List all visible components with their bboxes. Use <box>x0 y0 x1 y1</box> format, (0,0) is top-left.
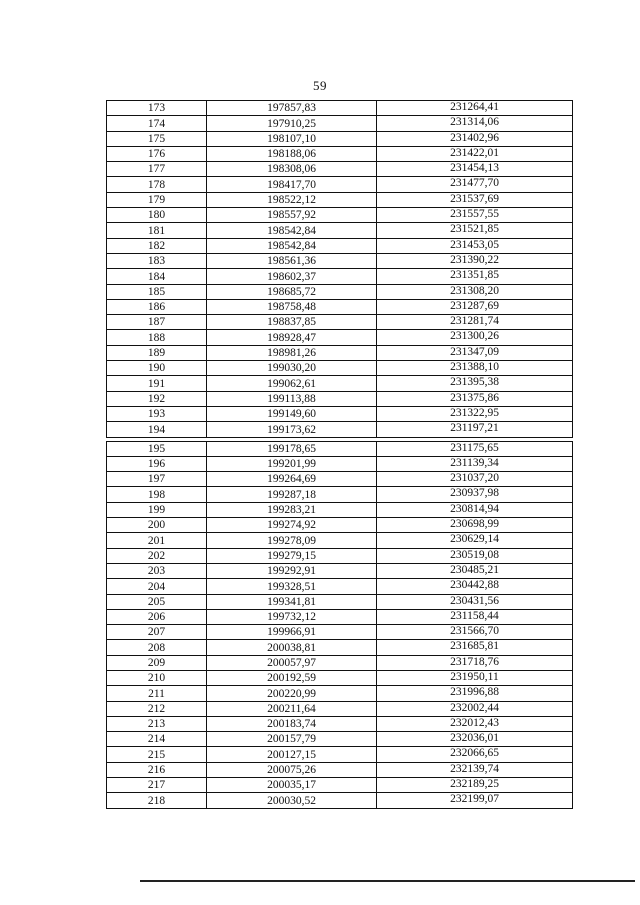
table-row <box>107 563 573 578</box>
y-coordinate-cell: 230937,98 <box>377 487 573 502</box>
y-coordinate-cell: 232139,74 <box>377 762 573 777</box>
x-coordinate-cell: 198837,85 <box>207 315 377 330</box>
y-coordinate-cell: 231402,96 <box>377 131 573 146</box>
table-row <box>107 406 573 421</box>
bottom-rule <box>140 880 635 882</box>
x-coordinate-cell: 199178,65 <box>207 441 377 456</box>
point-number-cell: 198 <box>107 487 207 502</box>
table-row <box>107 518 573 533</box>
x-coordinate-cell: 199287,18 <box>207 487 377 502</box>
y-coordinate-cell: 232012,43 <box>377 716 573 731</box>
y-coordinate-cell: 231422,01 <box>377 146 573 161</box>
point-number-cell: 181 <box>107 223 207 238</box>
y-coordinate-cell: 231718,76 <box>377 655 573 670</box>
y-coordinate-cell: 231388,10 <box>377 361 573 376</box>
table-row <box>107 472 573 487</box>
y-coordinate-cell: 231557,55 <box>377 208 573 223</box>
y-coordinate-cell: 230431,56 <box>377 594 573 609</box>
table-row <box>107 456 573 471</box>
table-row <box>107 131 573 146</box>
point-number-cell: 174 <box>107 116 207 131</box>
table-row <box>107 655 573 670</box>
y-coordinate-cell: 230442,88 <box>377 579 573 594</box>
point-number-cell: 208 <box>107 640 207 655</box>
coordinates-table-body <box>107 101 573 809</box>
y-coordinate-cell: 232036,01 <box>377 732 573 747</box>
x-coordinate-cell: 198758,48 <box>207 299 377 314</box>
y-coordinate-cell: 231375,86 <box>377 391 573 406</box>
table-row <box>107 162 573 177</box>
point-number-cell: 206 <box>107 609 207 624</box>
point-number-cell: 187 <box>107 315 207 330</box>
point-number-cell: 213 <box>107 716 207 731</box>
table-row <box>107 640 573 655</box>
y-coordinate-cell: 230629,14 <box>377 533 573 548</box>
table-row <box>107 330 573 345</box>
table-row <box>107 238 573 253</box>
y-coordinate-cell: 231454,13 <box>377 162 573 177</box>
y-coordinate-cell: 232066,65 <box>377 747 573 762</box>
table-row <box>107 223 573 238</box>
x-coordinate-cell: 199113,88 <box>207 391 377 406</box>
y-coordinate-cell: 231537,69 <box>377 192 573 207</box>
x-coordinate-cell: 197857,83 <box>207 101 377 116</box>
y-coordinate-cell: 231477,70 <box>377 177 573 192</box>
point-number-cell: 184 <box>107 269 207 284</box>
table-row <box>107 284 573 299</box>
table-row <box>107 487 573 502</box>
point-number-cell: 185 <box>107 284 207 299</box>
x-coordinate-cell: 200220,99 <box>207 686 377 701</box>
table-row <box>107 376 573 391</box>
point-number-cell: 197 <box>107 472 207 487</box>
table-row <box>107 548 573 563</box>
table-row <box>107 177 573 192</box>
y-coordinate-cell: 231175,65 <box>377 441 573 456</box>
table-row <box>107 778 573 793</box>
table-row <box>107 391 573 406</box>
x-coordinate-cell: 198542,84 <box>207 238 377 253</box>
point-number-cell: 190 <box>107 361 207 376</box>
x-coordinate-cell: 199173,62 <box>207 422 377 437</box>
x-coordinate-cell: 200030,52 <box>207 793 377 808</box>
x-coordinate-cell: 198557,92 <box>207 208 377 223</box>
page-number: 59 <box>313 78 327 93</box>
y-coordinate-cell: 231390,22 <box>377 253 573 268</box>
table-row <box>107 253 573 268</box>
y-coordinate-cell: 231996,88 <box>377 686 573 701</box>
point-number-cell: 211 <box>107 686 207 701</box>
point-number-cell: 178 <box>107 177 207 192</box>
x-coordinate-cell: 198308,06 <box>207 162 377 177</box>
y-coordinate-cell: 230485,21 <box>377 563 573 578</box>
y-coordinate-cell: 232002,44 <box>377 701 573 716</box>
point-number-cell: 207 <box>107 625 207 640</box>
table-row <box>107 345 573 360</box>
point-number-cell: 180 <box>107 208 207 223</box>
point-number-cell: 182 <box>107 238 207 253</box>
point-number-cell: 194 <box>107 422 207 437</box>
table-row <box>107 747 573 762</box>
x-coordinate-cell: 200127,15 <box>207 747 377 762</box>
table-row <box>107 625 573 640</box>
point-number-cell: 188 <box>107 330 207 345</box>
y-coordinate-cell: 230519,08 <box>377 548 573 563</box>
x-coordinate-cell: 199149,60 <box>207 406 377 421</box>
point-number-cell: 191 <box>107 376 207 391</box>
table-row <box>107 116 573 131</box>
y-coordinate-cell: 230698,99 <box>377 518 573 533</box>
x-coordinate-cell: 200183,74 <box>207 716 377 731</box>
y-coordinate-cell: 231395,38 <box>377 376 573 391</box>
x-coordinate-cell: 199341,81 <box>207 594 377 609</box>
y-coordinate-cell: 231264,41 <box>377 101 573 116</box>
x-coordinate-cell: 199732,12 <box>207 609 377 624</box>
y-coordinate-cell: 231300,26 <box>377 330 573 345</box>
point-number-cell: 202 <box>107 548 207 563</box>
x-coordinate-cell: 200157,79 <box>207 732 377 747</box>
y-coordinate-cell: 231566,70 <box>377 625 573 640</box>
x-coordinate-cell: 200075,26 <box>207 762 377 777</box>
x-coordinate-cell: 198188,06 <box>207 146 377 161</box>
y-coordinate-cell: 230814,94 <box>377 502 573 517</box>
x-coordinate-cell: 198417,70 <box>207 177 377 192</box>
x-coordinate-cell: 198602,37 <box>207 269 377 284</box>
table-row <box>107 533 573 548</box>
y-coordinate-cell: 231158,44 <box>377 609 573 624</box>
point-number-cell: 218 <box>107 793 207 808</box>
x-coordinate-cell: 199264,69 <box>207 472 377 487</box>
x-coordinate-cell: 199201,99 <box>207 456 377 471</box>
y-coordinate-cell: 231308,20 <box>377 284 573 299</box>
point-number-cell: 196 <box>107 456 207 471</box>
x-coordinate-cell: 200211,64 <box>207 701 377 716</box>
table-row <box>107 579 573 594</box>
table-row <box>107 101 573 116</box>
x-coordinate-cell: 198522,12 <box>207 192 377 207</box>
table-row <box>107 762 573 777</box>
point-number-cell: 189 <box>107 345 207 360</box>
table-row <box>107 732 573 747</box>
point-number-cell: 179 <box>107 192 207 207</box>
x-coordinate-cell: 199328,51 <box>207 579 377 594</box>
x-coordinate-cell: 198685,72 <box>207 284 377 299</box>
table-row <box>107 361 573 376</box>
x-coordinate-cell: 198561,36 <box>207 253 377 268</box>
y-coordinate-cell: 231314,06 <box>377 116 573 131</box>
point-number-cell: 214 <box>107 732 207 747</box>
table-row <box>107 716 573 731</box>
table-row <box>107 609 573 624</box>
point-number-cell: 183 <box>107 253 207 268</box>
x-coordinate-cell: 199030,20 <box>207 361 377 376</box>
table-row <box>107 146 573 161</box>
point-number-cell: 186 <box>107 299 207 314</box>
point-number-cell: 212 <box>107 701 207 716</box>
x-coordinate-cell: 200035,17 <box>207 778 377 793</box>
x-coordinate-cell: 198542,84 <box>207 223 377 238</box>
point-number-cell: 173 <box>107 101 207 116</box>
y-coordinate-cell: 231197,21 <box>377 422 573 437</box>
y-coordinate-cell: 231521,85 <box>377 223 573 238</box>
point-number-cell: 209 <box>107 655 207 670</box>
y-coordinate-cell: 231139,34 <box>377 456 573 471</box>
x-coordinate-cell: 199292,91 <box>207 563 377 578</box>
y-coordinate-cell: 231453,05 <box>377 238 573 253</box>
y-coordinate-cell: 231950,11 <box>377 670 573 685</box>
y-coordinate-cell: 232199,07 <box>377 793 573 808</box>
table-row <box>107 502 573 517</box>
table-row <box>107 594 573 609</box>
x-coordinate-cell: 200192,59 <box>207 670 377 685</box>
x-coordinate-cell: 197910,25 <box>207 116 377 131</box>
point-number-cell: 193 <box>107 406 207 421</box>
point-number-cell: 205 <box>107 594 207 609</box>
table-row <box>107 422 573 437</box>
x-coordinate-cell: 199279,15 <box>207 548 377 563</box>
y-coordinate-cell: 231287,69 <box>377 299 573 314</box>
y-coordinate-cell: 231281,74 <box>377 315 573 330</box>
x-coordinate-cell: 199966,91 <box>207 625 377 640</box>
x-coordinate-cell: 199278,09 <box>207 533 377 548</box>
y-coordinate-cell: 231037,20 <box>377 472 573 487</box>
point-number-cell: 204 <box>107 579 207 594</box>
point-number-cell: 192 <box>107 391 207 406</box>
x-coordinate-cell: 198107,10 <box>207 131 377 146</box>
point-number-cell: 216 <box>107 762 207 777</box>
point-number-cell: 199 <box>107 502 207 517</box>
table-row <box>107 315 573 330</box>
point-number-cell: 217 <box>107 778 207 793</box>
table-row <box>107 686 573 701</box>
table-row <box>107 670 573 685</box>
y-coordinate-cell: 231347,09 <box>377 345 573 360</box>
point-number-cell: 176 <box>107 146 207 161</box>
x-coordinate-cell: 198981,26 <box>207 345 377 360</box>
x-coordinate-cell: 198928,47 <box>207 330 377 345</box>
x-coordinate-cell: 200038,81 <box>207 640 377 655</box>
y-coordinate-cell: 231685,81 <box>377 640 573 655</box>
point-number-cell: 195 <box>107 441 207 456</box>
point-number-cell: 215 <box>107 747 207 762</box>
y-coordinate-cell: 231322,95 <box>377 406 573 421</box>
point-number-cell: 175 <box>107 131 207 146</box>
point-number-cell: 203 <box>107 563 207 578</box>
x-coordinate-cell: 200057,97 <box>207 655 377 670</box>
table-row <box>107 793 573 808</box>
point-number-cell: 177 <box>107 162 207 177</box>
point-number-cell: 201 <box>107 533 207 548</box>
coordinates-table <box>106 100 573 809</box>
y-coordinate-cell: 231351,85 <box>377 269 573 284</box>
table-row <box>107 269 573 284</box>
table-row <box>107 701 573 716</box>
table-row <box>107 441 573 456</box>
y-coordinate-cell: 232189,25 <box>377 778 573 793</box>
table-row <box>107 299 573 314</box>
point-number-cell: 200 <box>107 518 207 533</box>
x-coordinate-cell: 199062,61 <box>207 376 377 391</box>
x-coordinate-cell: 199283,21 <box>207 502 377 517</box>
point-number-cell: 210 <box>107 670 207 685</box>
table-row <box>107 192 573 207</box>
table-row <box>107 208 573 223</box>
x-coordinate-cell: 199274,92 <box>207 518 377 533</box>
